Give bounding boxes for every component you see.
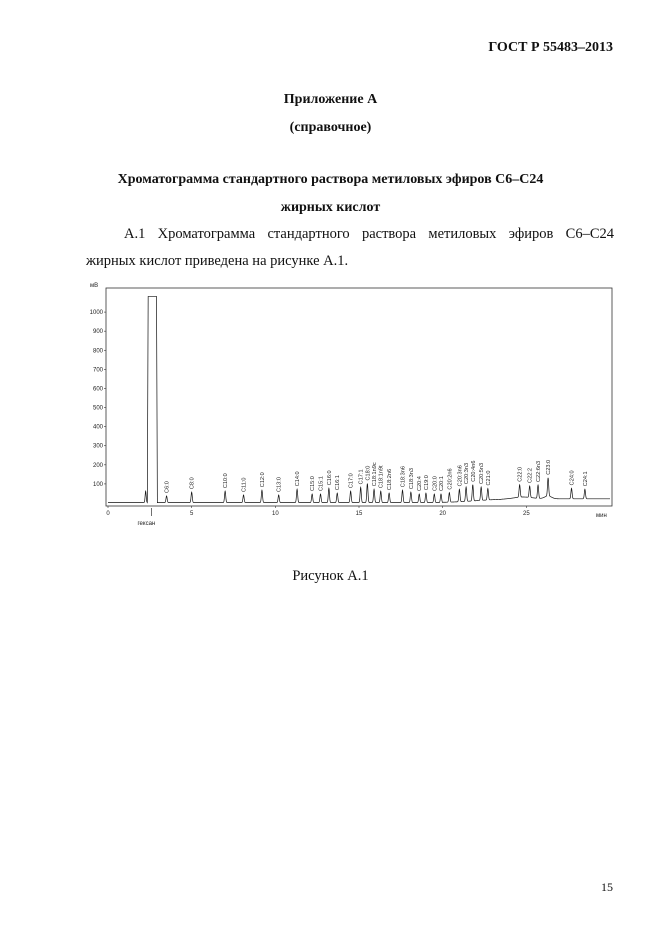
peak-label: С16:1 (335, 475, 342, 491)
peak-label: С24:1 (582, 471, 589, 487)
peak-label: С8:0 (189, 477, 196, 490)
y-axis-ticks (90, 310, 106, 488)
figure-caption: Рисунок А.1 (292, 568, 369, 584)
x-axis-label: мин (596, 513, 607, 519)
peak-label: С22:0 (517, 466, 524, 482)
section-heading-line2: жирных кислот (280, 200, 381, 215)
chromatogram-chart (84, 278, 618, 538)
x-tick-label: 25 (522, 511, 530, 517)
y-tick-label: 200 (92, 462, 103, 469)
peak-label: С17:1 (358, 469, 365, 485)
peak-label: С18:1n9t (378, 465, 385, 489)
x-tick-label: 10 (271, 511, 279, 517)
intro-paragraph-line2: жирных кислот приведена на рисунке А.1. (86, 253, 349, 269)
x-tick-label: 20 (439, 511, 447, 517)
peak-label: С23:0 (546, 459, 553, 475)
appendix-title: Приложение А (283, 92, 378, 107)
y-tick-label: 900 (92, 329, 103, 336)
section-heading-line1: Хроматограмма стандартного раствора метиловых эфиров С6–С24 (117, 172, 544, 187)
peak-label: С10:0 (223, 473, 230, 489)
peak-label: С22:6n3 (536, 460, 543, 482)
x-axis-ticks (106, 506, 530, 517)
peak-label: С17:0 (348, 473, 355, 489)
peak-label: С20:2n6 (447, 468, 454, 490)
peak-label: С15:1 (318, 476, 325, 492)
peak-label: С18:0 (365, 465, 372, 481)
page-number: 15 (601, 880, 613, 894)
y-tick-label: 300 (92, 443, 103, 450)
peak-label: С22:2 (527, 468, 534, 483)
peak-label: С19:0 (423, 475, 430, 491)
intro-paragraph-line1: А.1 Хроматограмма стандартного раствора метиловых эфиров С6–С24 (124, 226, 614, 242)
peak-label: С24:0 (569, 470, 576, 486)
y-tick-label: 800 (92, 348, 103, 355)
x-tick-label: 5 (189, 511, 194, 517)
peak-label: С20:4n6 (470, 460, 477, 482)
peak-label: С21:0 (485, 470, 492, 486)
peak-label: С18:2n6 (387, 468, 394, 491)
peak-label: С20:4 (417, 476, 424, 492)
peak-label: С18:1n9c (372, 462, 379, 487)
x-tick-label: 0 (106, 511, 110, 517)
peak-label: С20:1 (438, 476, 445, 492)
appendix-subtitle: (справочное) (289, 120, 372, 135)
peak-label: С18:3n6 (400, 466, 407, 488)
intro-paragraph (86, 221, 614, 275)
y-tick-label: 100 (92, 481, 103, 488)
y-tick-label: 500 (92, 405, 103, 412)
x-tick-label: 15 (355, 511, 363, 517)
peak-label: С20:5n3 (479, 462, 486, 485)
peak-label: С12:0 (259, 472, 266, 488)
peak-label: С18:3n3 (408, 467, 415, 490)
peak-label: С6:0 (164, 481, 171, 493)
peak-labels (165, 460, 589, 493)
solvent-label: гексан (137, 521, 156, 527)
peak-label: С13:0 (276, 477, 283, 492)
y-axis-label: мВ (90, 283, 99, 289)
peak-label: С20:0 (432, 476, 439, 492)
peak-label: С20:3n3 (464, 462, 471, 485)
peak-label: С16:0 (326, 470, 333, 486)
peak-label: С20:3n6 (457, 465, 464, 487)
y-tick-label: 1000 (89, 310, 103, 317)
peak-label: С14:0 (295, 471, 302, 487)
peak-label: С11:0 (241, 477, 248, 492)
peak-label: С15:0 (310, 476, 317, 492)
y-tick-label: 700 (92, 367, 103, 374)
y-tick-label: 400 (92, 424, 103, 431)
y-tick-label: 600 (92, 386, 103, 393)
standard-code: ГОСТ Р 55483–2013 (488, 40, 613, 55)
